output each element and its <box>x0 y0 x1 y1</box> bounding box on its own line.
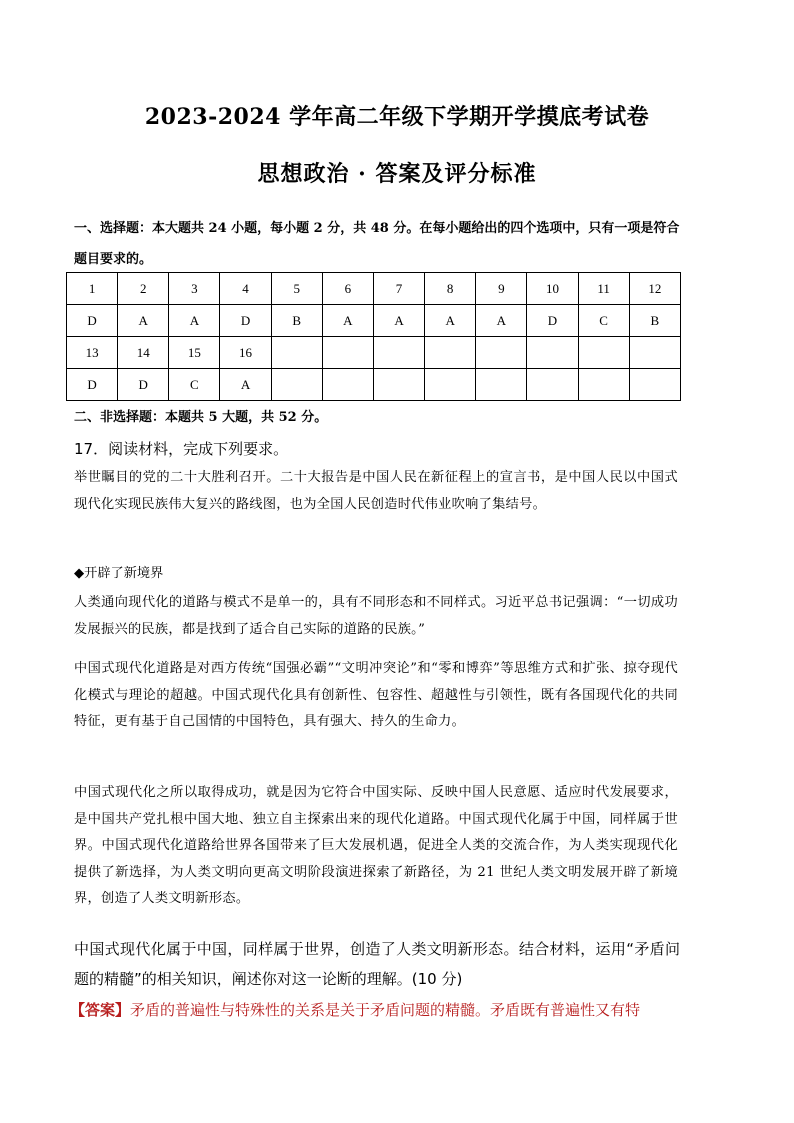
table-cell: 7 <box>373 273 424 305</box>
table-cell: C <box>578 305 629 337</box>
material-paragraph-2: 中国式现代化道路是对西方传统“国强必霸”“文明冲突论”和“零和博弈”等思维方式和扩张、掠夺现代化模式与理论的超越。中国式现代化具有创新性、包容性、超越性与引领性，既有各国现代化的共同特征，更有基于自己国情的中国特色，具有强大、持久的生命力。 <box>74 661 678 729</box>
exam-subtitle: 思想政治 · 答案及评分标准 <box>257 161 537 187</box>
table-cell: 1 <box>67 273 118 305</box>
answer-text: 矛盾的普遍性与特殊性的关系是关于矛盾问题的精髓。矛盾既有普遍性又有特 <box>130 1001 641 1019</box>
table-cell <box>476 337 527 369</box>
table-cell: A <box>169 305 220 337</box>
table-cell: A <box>476 305 527 337</box>
table-cell: A <box>118 305 169 337</box>
table-cell: D <box>527 305 578 337</box>
table-cell: 12 <box>629 273 680 305</box>
material-intro: 举世瞩目的党的二十大胜利召开。二十大报告是中国人民在新征程上的宣言书，是中国人民以中国式现代化实现民族伟大复兴的路线图，也为全国人民创造时代伟业吹响了集结号。 <box>74 470 678 512</box>
table-cell: D <box>220 305 271 337</box>
table-cell: 5 <box>271 273 322 305</box>
section-2-instructions: 二、非选择题：本题共 5 大题，共 52 分。 <box>74 410 328 425</box>
table-cell: 3 <box>169 273 220 305</box>
table-cell <box>322 337 373 369</box>
table-row <box>67 337 681 369</box>
table-cell: 9 <box>476 273 527 305</box>
table-cell: A <box>373 305 424 337</box>
table-cell: A <box>425 305 476 337</box>
answer-tag: 【答案】 <box>70 1001 131 1019</box>
material-paragraph-3: 中国式现代化之所以取得成功，就是因为它符合中国实际、反映中国人民意愿、适应时代发展要求，是中国共产党扎根中国大地、独立自主探索出来的现代化道路。中国式现代化属于中国，同样属于世界。中国式现代化道路给世界各国带来了巨大发展机遇，促进全人类的交流合作，为人类实现现代化提供了新选择，为人类文明向更高文明阶段演进探索了新路径，为 21 世纪人类文明发展开辟了新境界，创造了人类文明新形态。 <box>74 785 678 906</box>
question-17-prompt: 17．阅读材料，完成下列要求。 <box>74 440 289 458</box>
table-cell: C <box>169 369 220 401</box>
table-cell <box>425 337 476 369</box>
table-cell <box>271 369 322 401</box>
table-cell: D <box>67 305 118 337</box>
table-cell: A <box>322 305 373 337</box>
table-cell: 8 <box>425 273 476 305</box>
table-cell <box>271 337 322 369</box>
table-cell <box>527 369 578 401</box>
table-cell <box>425 369 476 401</box>
question-17-task: 中国式现代化属于中国，同样属于世界，创造了人类文明新形态。结合材料，运用“矛盾问题的精髓”的相关知识，阐述你对这一论断的理解。(10 分) <box>74 940 680 988</box>
table-cell <box>373 337 424 369</box>
answer-block <box>70 996 682 1024</box>
exam-title: 2023-2024 学年高二年级下学期开学摸底考试卷 <box>144 104 650 130</box>
table-cell <box>476 369 527 401</box>
table-cell: 4 <box>220 273 271 305</box>
table-cell <box>629 337 680 369</box>
table-cell: 11 <box>578 273 629 305</box>
table-cell: D <box>67 369 118 401</box>
table-cell: B <box>629 305 680 337</box>
table-cell <box>578 369 629 401</box>
section-1-instructions: 一、选择题：本大题共 24 小题，每小题 2 分，共 48 分。在每小题给出的四个选项中，只有一项是符合题目要求的。 <box>74 221 680 267</box>
material-heading: ◆开辟了新境界 <box>74 566 164 581</box>
table-cell <box>578 337 629 369</box>
table-cell: B <box>271 305 322 337</box>
table-row <box>67 273 681 305</box>
table-cell <box>527 337 578 369</box>
table-cell: 15 <box>169 337 220 369</box>
table-row <box>67 369 681 401</box>
table-row <box>67 305 681 337</box>
answer-table <box>66 272 681 401</box>
table-cell: 10 <box>527 273 578 305</box>
table-cell: D <box>118 369 169 401</box>
material-paragraph-1: 人类通向现代化的道路与模式不是单一的，具有不同形态和不同样式。习近平总书记强调：“一切成功发展振兴的民族，都是找到了适合自己实际的道路的民族。” <box>74 595 678 637</box>
table-cell: 14 <box>118 337 169 369</box>
table-cell: 6 <box>322 273 373 305</box>
table-cell: 16 <box>220 337 271 369</box>
table-cell: A <box>220 369 271 401</box>
table-cell: 2 <box>118 273 169 305</box>
table-cell: 13 <box>67 337 118 369</box>
table-cell <box>322 369 373 401</box>
table-cell <box>373 369 424 401</box>
table-cell <box>629 369 680 401</box>
